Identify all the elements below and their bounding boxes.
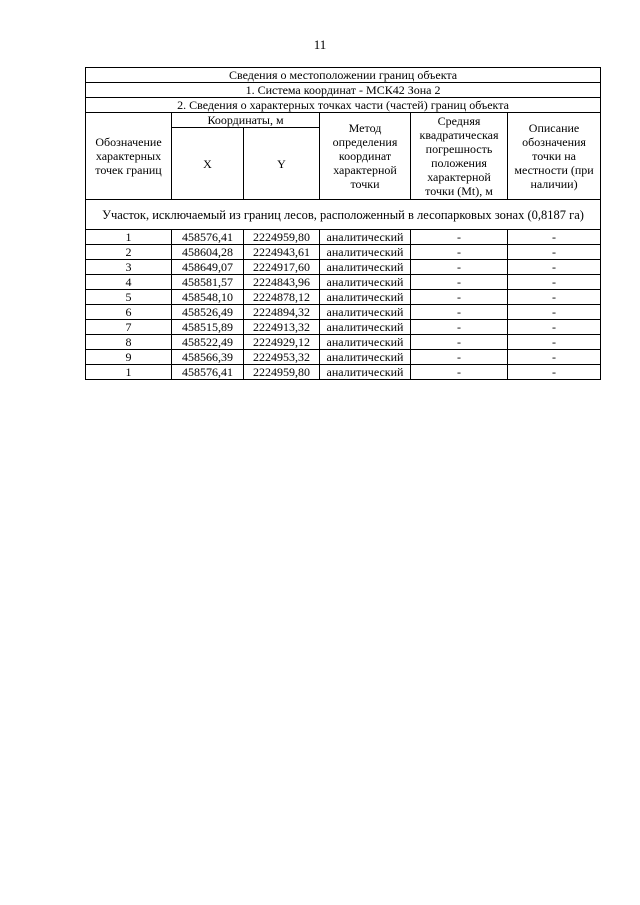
cell-point: 7 <box>86 320 172 335</box>
cell-error: - <box>411 275 508 290</box>
cell-point: 4 <box>86 275 172 290</box>
cell-y: 2224959,80 <box>244 365 320 380</box>
cell-y: 2224843,96 <box>244 275 320 290</box>
cell-point: 2 <box>86 245 172 260</box>
header-error: Средняя квадратическая погрешность положения характерной точки (Mt), м <box>411 113 508 200</box>
cell-description: - <box>508 275 601 290</box>
cell-y: 2224953,32 <box>244 350 320 365</box>
cell-x: 458576,41 <box>172 230 244 245</box>
cell-error: - <box>411 305 508 320</box>
table-row <box>86 245 601 260</box>
cell-description: - <box>508 260 601 275</box>
cell-y: 2224943,61 <box>244 245 320 260</box>
table-row <box>86 275 601 290</box>
table-row <box>86 350 601 365</box>
cell-x: 458581,57 <box>172 275 244 290</box>
cell-error: - <box>411 365 508 380</box>
cell-x: 458515,89 <box>172 320 244 335</box>
cell-y: 2224917,60 <box>244 260 320 275</box>
cell-point: 3 <box>86 260 172 275</box>
cell-y: 2224929,12 <box>244 335 320 350</box>
header-y: Y <box>244 128 320 200</box>
cell-error: - <box>411 245 508 260</box>
cell-y: 2224913,32 <box>244 320 320 335</box>
cell-x: 458649,07 <box>172 260 244 275</box>
table-row <box>86 305 601 320</box>
cell-point: 1 <box>86 365 172 380</box>
cell-method: аналитический <box>320 365 411 380</box>
cell-error: - <box>411 320 508 335</box>
cell-x: 458604,28 <box>172 245 244 260</box>
header-description: Описание обозначения точки на местности (при наличии) <box>508 113 601 200</box>
cell-method: аналитический <box>320 350 411 365</box>
cell-y: 2224878,12 <box>244 290 320 305</box>
boundary-points-table <box>85 67 601 380</box>
cell-y: 2224894,32 <box>244 305 320 320</box>
cell-y: 2224959,80 <box>244 230 320 245</box>
cell-error: - <box>411 350 508 365</box>
cell-point: 6 <box>86 305 172 320</box>
cell-x: 458566,39 <box>172 350 244 365</box>
cell-method: аналитический <box>320 245 411 260</box>
cell-method: аналитический <box>320 335 411 350</box>
cell-point: 8 <box>86 335 172 350</box>
table-row <box>86 290 601 305</box>
table-title: Сведения о местоположении границ объекта <box>86 68 601 83</box>
table-row <box>86 365 601 380</box>
table-row <box>86 230 601 245</box>
page-number: 11 <box>313 37 327 52</box>
header-coordinates: Координаты, м <box>172 113 320 128</box>
cell-method: аналитический <box>320 320 411 335</box>
table-row <box>86 335 601 350</box>
cell-x: 458522,49 <box>172 335 244 350</box>
header-method: Метод определения координат характерной точки <box>320 113 411 200</box>
plot-caption: Участок, исключаемый из границ лесов, расположенный в лесопарковых зонах (0,8187 га) <box>86 200 601 230</box>
cell-x: 458526,49 <box>172 305 244 320</box>
cell-description: - <box>508 350 601 365</box>
cell-description: - <box>508 365 601 380</box>
cell-error: - <box>411 260 508 275</box>
cell-description: - <box>508 245 601 260</box>
cell-point: 5 <box>86 290 172 305</box>
cell-method: аналитический <box>320 260 411 275</box>
table-body <box>86 230 601 380</box>
cell-method: аналитический <box>320 275 411 290</box>
cell-error: - <box>411 290 508 305</box>
header-x: X <box>172 128 244 200</box>
cell-description: - <box>508 320 601 335</box>
cell-description: - <box>508 290 601 305</box>
cell-description: - <box>508 230 601 245</box>
cell-error: - <box>411 335 508 350</box>
header-point-designation: Обозначение характерных точек границ <box>86 113 172 200</box>
cell-method: аналитический <box>320 305 411 320</box>
cell-description: - <box>508 335 601 350</box>
table-row <box>86 320 601 335</box>
cell-method: аналитический <box>320 290 411 305</box>
cell-x: 458548,10 <box>172 290 244 305</box>
cell-description: - <box>508 305 601 320</box>
cell-point: 9 <box>86 350 172 365</box>
cell-x: 458576,41 <box>172 365 244 380</box>
cell-error: - <box>411 230 508 245</box>
cell-point: 1 <box>86 230 172 245</box>
coordinate-system: 1. Система координат - МСК42 Зона 2 <box>86 83 601 98</box>
cell-method: аналитический <box>320 230 411 245</box>
table-row <box>86 260 601 275</box>
section-title: 2. Сведения о характерных точках части (частей) границ объекта <box>86 98 601 113</box>
